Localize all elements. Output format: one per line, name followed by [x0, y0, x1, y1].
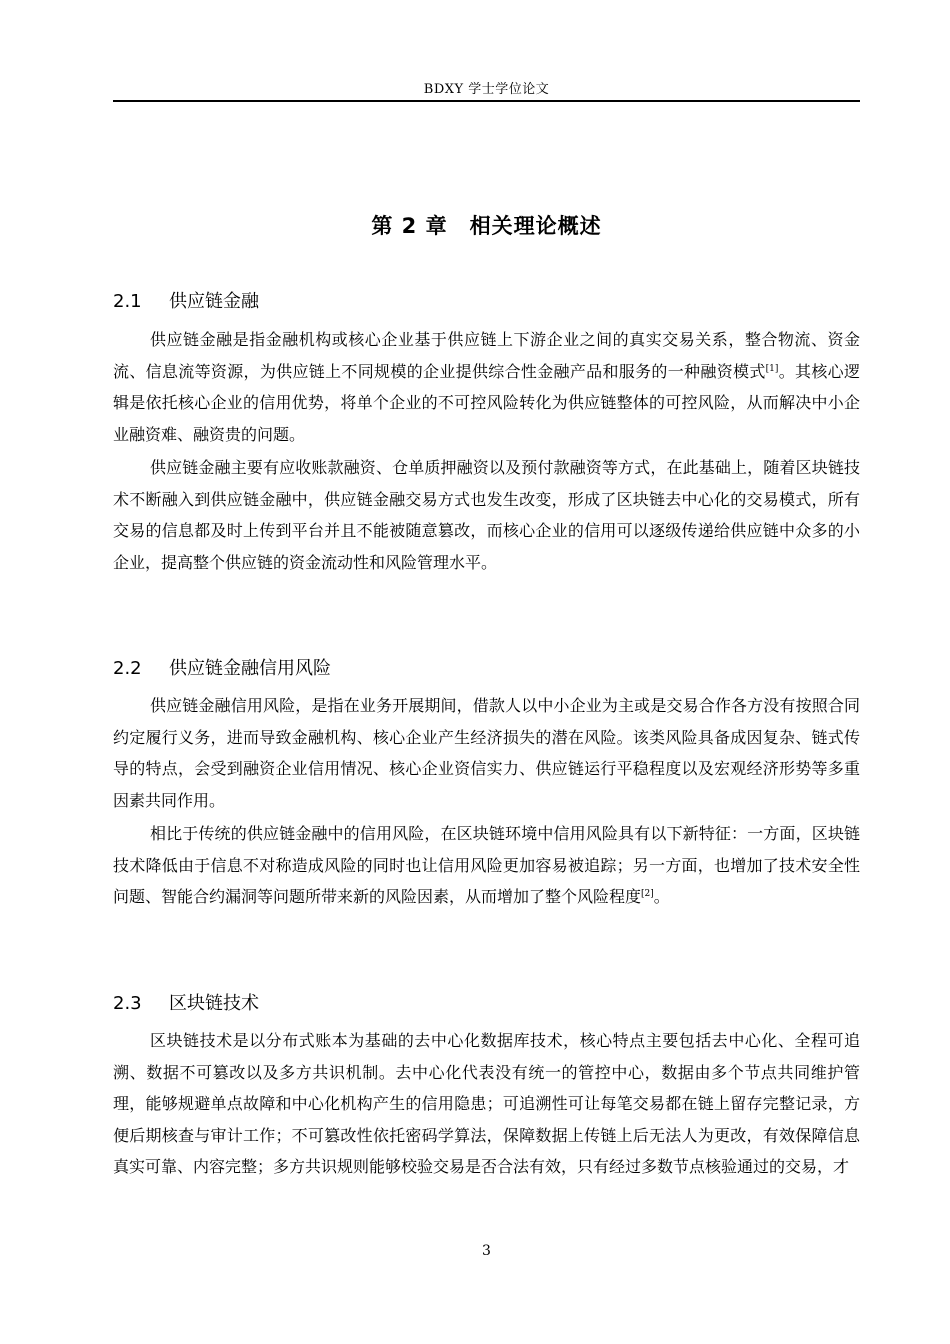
page-number: 3: [482, 1243, 491, 1259]
citation: [2]: [641, 889, 654, 899]
section-number: 2.1: [113, 291, 142, 312]
paragraph: [113, 690, 860, 816]
section-heading-2-3: [113, 989, 259, 1015]
section-heading-2-2: [113, 654, 331, 680]
paragraph-text: 区块链技术是以分布式账本为基础的去中心化数据库技术，核心特点主要包括去中心化、全程可追溯、数据不可篡改以及多方共识机制。去中心化代表没有统一的管控中心，数据由多个节点共同维护管理，能够规避单点故障和中心化机构产生的信用隐患；可追溯性可让每笔交易都在链上留存完整记录，方便后期核查与审计工作；不可篡改性依托密码学算法，保障数据上传链上后无法人为更改，有效保障信息真实可靠、内容完整；多方共识规则能够校验交易是否合法有效，只有经过多数节点核验通过的交易，才: [113, 1031, 860, 1176]
paragraph: [113, 452, 860, 578]
paragraph: [113, 1025, 860, 1183]
paragraph-text: 。: [653, 887, 670, 906]
running-header: BDXY 学士学位论文: [423, 82, 550, 97]
section-number: 2.3: [113, 993, 142, 1014]
section-title: 供应链金融信用风险: [169, 658, 331, 679]
section-title: 区块链技术: [169, 993, 259, 1014]
citation: [1]: [765, 363, 779, 374]
paragraph-text: 供应链金融是指金融机构或核心企业基于供应链上下游企业之间的真实交易关系，整合物流、资金流、信息流等资源，为供应链上不同规模的企业提供综合性金融产品和服务的一种融资模式: [113, 330, 860, 381]
paragraph: [113, 324, 860, 450]
section-number: 2.2: [113, 658, 142, 679]
paragraph-text: 。其核心逻辑是依托核心企业的信用优势，将单个企业的不可控风险转化为供应链整体的可控风险，从而解决中小企业融资难、融资贵的问题。: [113, 361, 860, 444]
section-title: 供应链金融: [169, 291, 259, 312]
paragraph-text: 供应链金融主要有应收账款融资、仓单质押融资以及预付款融资等方式，在此基础上，随着区块链技术不断融入到供应链金融中，供应链金融交易方式也发生改变，形成了区块链去中心化的交易模式，所有交易的信息都及时上传到平台并且不能被随意篡改，而核心企业的信用可以逐级传递给供应链中众多的小企业，提高整个供应链的资金流动性和风险管理水平。: [113, 458, 860, 572]
section-heading-2-1: [113, 287, 259, 313]
paragraph-text: 供应链金融信用风险，是指在业务开展期间，借款人以中小企业为主或是交易合作各方没有按照合同约定履行义务，进而导致金融机构、核心企业产生经济损失的潜在风险。该类风险具备成因复杂、链式传导的特点，会受到融资企业信用情况、核心企业资信实力、供应链运行平稳程度以及宏观经济形势等多重因素共同作用。: [113, 696, 860, 810]
paragraph: [113, 818, 860, 913]
paragraph-text: 相比于传统的供应链金融中的信用风险，在区块链环境中信用风险具有以下新特征：一方面，区块链技术降低由于信息不对称造成风险的同时也让信用风险更加容易被追踪；另一方面，也增加了技术安全性问题、智能合约漏洞等问题所带来新的风险因素，从而增加了整个风险程度: [113, 824, 860, 906]
header-rule: [113, 100, 860, 102]
chapter-title: 第 2 章 相关理论概述: [371, 214, 602, 238]
